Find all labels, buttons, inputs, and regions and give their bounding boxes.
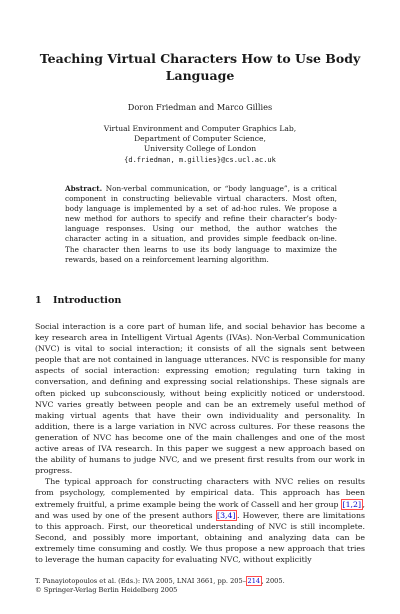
paragraph-2-part-3: . However, there are limitations to this approach. First, our theoretical understanding of NVC is still incomplete. Second, and possibly more important, obtaining and analyzing data can be extremely time consuming and costly. We thus propose a new approach that tries to leverage the human capacity for evaluating NVC, without explicitly: [35, 510, 365, 564]
section-heading-introduction: [35, 295, 121, 307]
section-title: Introduction: [53, 295, 122, 306]
footnote-citation-start: T. Panayiotopoulos et al. (Eds.): IVA 2005, LNAI 3661, pp. 205–: [35, 577, 246, 585]
abstract-text: Non-verbal communication, or “body language”, is a critical component in constructing believable virtual characters. Most often, body language is implemented by a set of ad-hoc rules. We propose a new method for authors to specify and refine their character’s body-language responses. Using our method, the author watches the character acting in a situation, and provides simple feedback on-line. The character then learns to use its body language to maximize the rewards, based on a reinforcement learning algorithm.: [65, 184, 337, 264]
affiliation: [30, 124, 370, 165]
publication-footnote: [35, 577, 365, 594]
footnote-citation-end: , 2005.: [261, 577, 285, 585]
footnote-copyright: © Springer-Verlag Berlin Heidelberg 2005: [35, 585, 178, 594]
paragraph-1: Social interaction is a core part of human life, and social behavior has become a key research area in Intelligent Virtual Agents (IVAs). Non-Verbal Communication (NVC) is vital to social interaction; it consists of all the signals sent between people that are not contained in language utterances. NVC is responsible for many aspects of social interaction: expressing emotion; regulating turn taking in conversation, and defining and expressing social relationships. These signals are often picked up subconsciously, without being explicitly noticed or understood. NVC varies greatly between people and can be an extremely useful method of making virtual agents that have their own individuality and personality. In addition, there is a large variation in NVC across cultures. For these reasons the generation of NVC has become one of the main challenges and one of the most active areas of IVA research. In this paper we suggest a new approach based on the ability of humans to judge NVC, and we present first results from our work in progress.: [35, 322, 365, 476]
title-line-1: Teaching Virtual Characters How to Use Body: [39, 51, 361, 66]
footnote-citation: [35, 577, 365, 586]
abstract-label: Abstract.: [65, 184, 103, 193]
affiliation-university: University College of London: [143, 144, 257, 154]
affiliation-department: Department of Computer Science,: [134, 134, 266, 144]
footnote-end-page-link[interactable]: 214: [247, 577, 261, 585]
section-number: 1: [35, 295, 42, 306]
citation-link-3-4[interactable]: [3,4]: [217, 510, 236, 520]
paragraph-2: [35, 476, 365, 565]
author-email: {d.friedman, m.gillies}@cs.ucl.ac.uk: [124, 155, 276, 164]
abstract: [65, 184, 337, 265]
affiliation-lab: Virtual Environment and Computer Graphics Lab,: [103, 124, 297, 133]
author-list: Doron Friedman and Marco Gillies: [127, 102, 273, 112]
paper-title: [30, 50, 370, 84]
paragraph-2-part-2: , and was used by one of the present authors: [35, 499, 365, 520]
paragraph-2-part-1: The typical approach for constructing characters with NVC relies on results from psychology, complemented by empirical data. This approach has been extremely fruitful, a prime example being the work of Cassell and her group: [35, 477, 365, 509]
citation-link-1-2[interactable]: [1,2]: [342, 499, 362, 509]
body-text: [35, 321, 365, 565]
title-line-2: Language: [165, 68, 235, 83]
